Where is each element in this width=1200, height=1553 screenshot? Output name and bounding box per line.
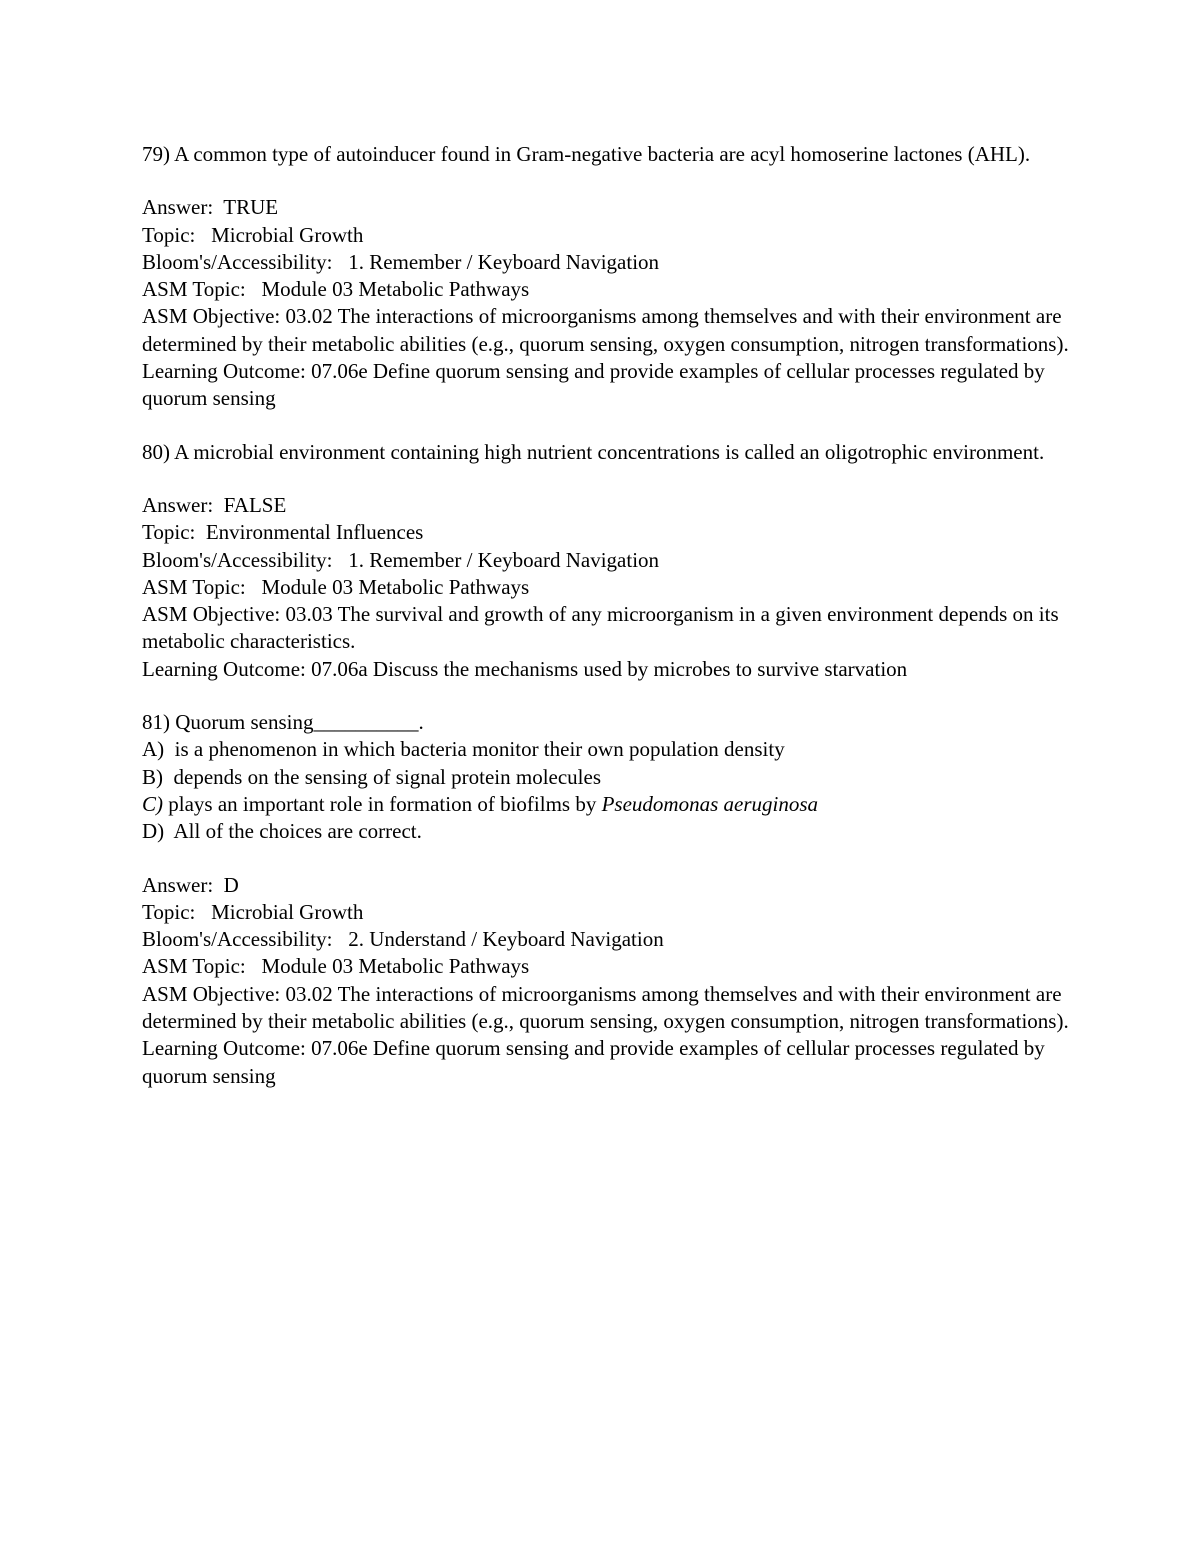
question-79 — [142, 141, 1072, 413]
asm-topic: ASM Topic: Module 03 Metabolic Pathways — [142, 954, 530, 979]
learning-outcome: Learning Outcome: 07.06a Discuss the mechanisms used by microbes to survive starvation — [142, 656, 908, 681]
option-d: D) All of the choices are correct. — [142, 819, 422, 844]
learning-outcome: Learning Outcome: 07.06e Define quorum sensing and provide examples of cellular processes regulated by quorum sensing — [142, 1036, 1045, 1088]
question-81 — [142, 709, 1072, 1090]
blooms-accessibility: Bloom's/Accessibility: 1. Remember / Keyboard Navigation — [142, 547, 660, 572]
blooms-accessibility: Bloom's/Accessibility: 2. Understand / Keyboard Navigation — [142, 927, 664, 952]
topic: Topic: Microbial Growth — [142, 899, 364, 924]
question-stem: 81) Quorum sensing__________. — [142, 710, 424, 735]
option-c-species: Pseudomonas aeruginosa — [601, 791, 819, 816]
question-stem: 79) A common type of autoinducer found in Gram-negative bacteria are acyl homoserine lactones (AHL). — [142, 142, 1031, 166]
blooms-accessibility: Bloom's/Accessibility: 1. Remember / Keyboard Navigation — [142, 249, 660, 274]
option-c-prefix: C) — [142, 791, 163, 816]
question-80 — [142, 439, 1072, 683]
option-b: B) depends on the sensing of signal protein molecules — [142, 764, 601, 789]
answer: Answer: TRUE — [142, 195, 279, 220]
option-a: A) is a phenomenon in which bacteria monitor their own population density — [142, 737, 785, 762]
asm-objective: ASM Objective: 03.02 The interactions of microorganisms among themselves and with their environment are determined by their metabolic abilities (e.g., quorum sensing, oxygen consumption, nitrogen transformations). — [142, 981, 1069, 1034]
option-c — [142, 791, 1072, 818]
learning-outcome: Learning Outcome: 07.06e Define quorum sensing and provide examples of cellular processes regulated by quorum sensing — [142, 359, 1045, 411]
answer: Answer: FALSE — [142, 492, 287, 517]
question-stem: 80) A microbial environment containing high nutrient concentrations is called an oligotrophic environment. — [142, 439, 1045, 464]
topic: Topic: Environmental Influences — [142, 520, 424, 545]
answer: Answer: D — [142, 872, 239, 897]
asm-topic: ASM Topic: Module 03 Metabolic Pathways — [142, 277, 530, 302]
asm-objective: ASM Objective: 03.03 The survival and growth of any microorganism in a given environment depends on its metabolic characteristics. — [142, 602, 1059, 654]
topic: Topic: Microbial Growth — [142, 222, 364, 247]
option-c-text: plays an important role in formation of biofilms by — [163, 791, 602, 816]
asm-topic: ASM Topic: Module 03 Metabolic Pathways — [142, 574, 530, 599]
asm-objective: ASM Objective: 03.02 The interactions of microorganisms among themselves and with their environment are determined by their metabolic abilities (e.g., quorum sensing, oxygen consumption, nitrogen transformations). — [142, 304, 1069, 356]
page-content — [142, 141, 1072, 1090]
